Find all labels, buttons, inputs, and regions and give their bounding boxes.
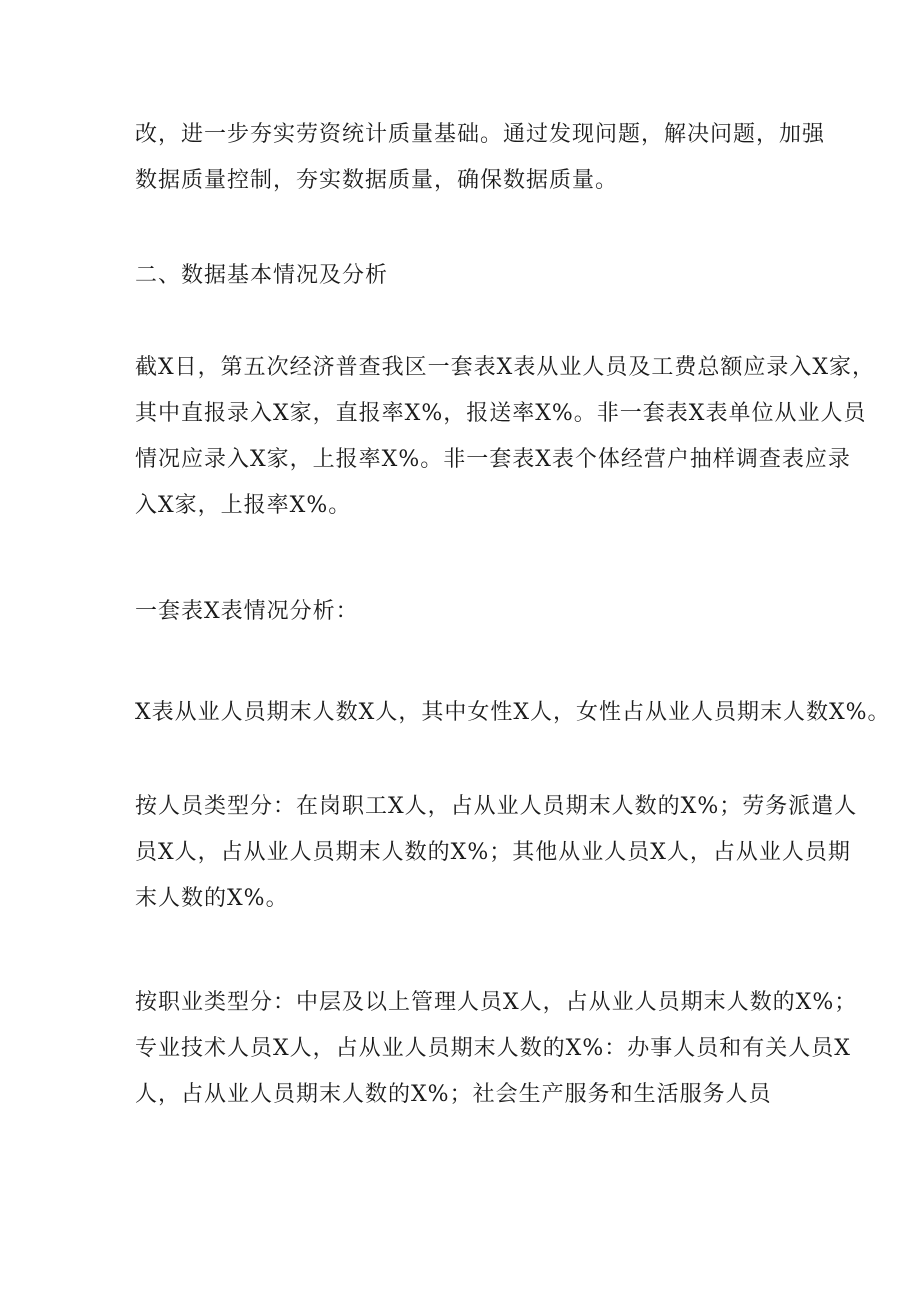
text-line: 人，占从业人员期末人数的X%；社会生产服务和生活服务人员 (135, 1082, 772, 1107)
text-line: 其中直报录入X家，直报率X%，报送率X%。非一套表X表单位从业人员 (135, 401, 867, 426)
text-line: 专业技术人员X人，占从业人员期末人数的X%：办事人员和有关人员X (135, 1036, 851, 1061)
paragraph-by-occupation-type (135, 980, 858, 1118)
heading-text: 二、数据基本情况及分析 (135, 263, 389, 288)
text-line: X表从业人员期末人数X人，其中女性X人，女性占从业人员期末人数X%。 (135, 700, 891, 725)
paragraph-quality-control (135, 112, 826, 204)
text-line: 员X人，占从业人员期末人数的X%；其他从业人员X人，占从业人员期 (135, 840, 851, 865)
section-heading (135, 253, 795, 299)
text-line: 数据质量控制，夯实数据质量，确保数据质量。 (135, 168, 619, 193)
text-line: 入X家，上报率X%。 (135, 493, 352, 518)
text-line: 情况应录入X家，上报率X%。非一套表X表个体经营户抽样调查表应录 (135, 447, 851, 472)
text-line: 改，进一步夯实劳资统计质量基础。通过发现问题，解决问题，加强 (135, 122, 826, 147)
subsection-heading (135, 589, 795, 635)
paragraph-by-personnel-type (135, 784, 858, 922)
paragraph-census-summary (135, 345, 875, 529)
text-line: 按职业类型分：中层及以上管理人员X人，占从业人员期末人数的X%； (135, 990, 858, 1015)
text-line: 末人数的X%。 (135, 886, 289, 911)
paragraph-employee-count (135, 690, 891, 736)
subheading-text: 一套表X表情况分析： (135, 599, 359, 624)
text-line: 截X日，第五次经济普查我区一套表X表从业人员及工费总额应录入X家， (135, 355, 875, 380)
text-line: 按人员类型分：在岗职工X人，占从业人员期末人数的X%；劳务派遣人 (135, 794, 858, 819)
